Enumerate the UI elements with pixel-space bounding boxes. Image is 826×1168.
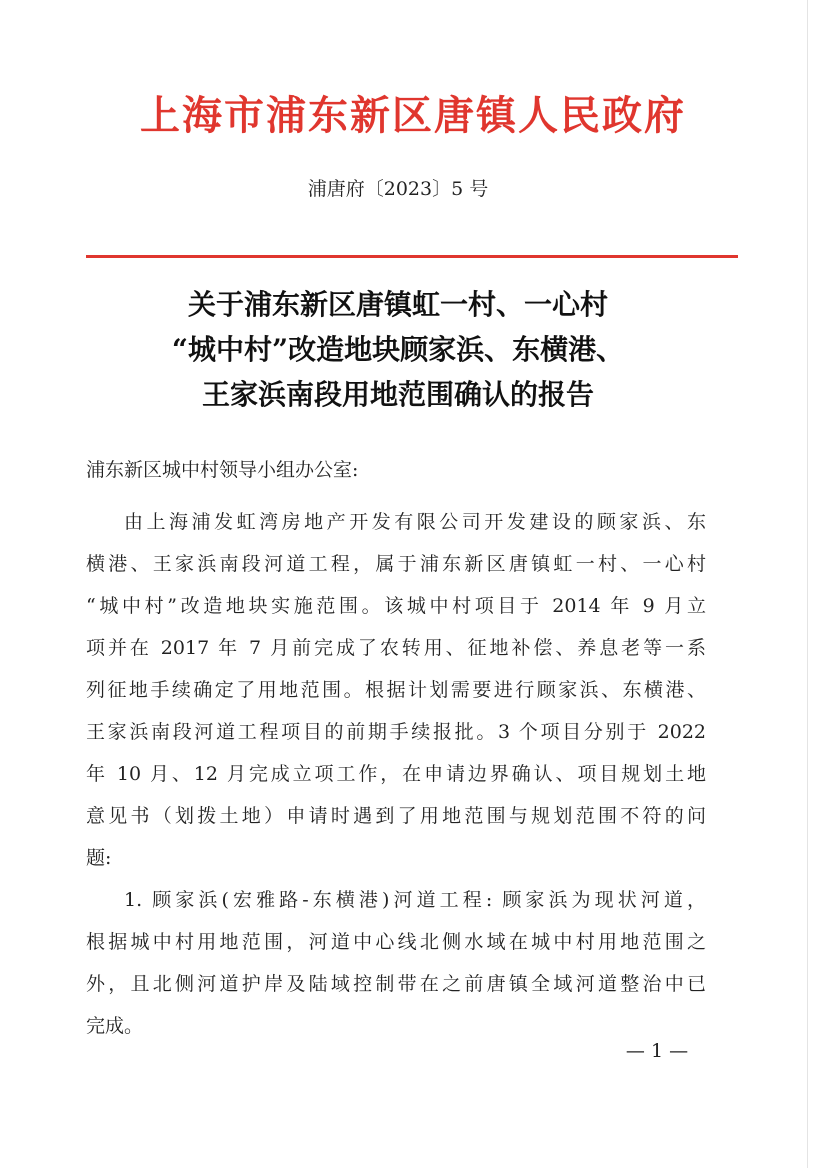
red-header-rule [86, 255, 738, 258]
title-line: “城中村”改造地块顾家浜、东横港、 [171, 333, 625, 366]
title-line: 关于浦东新区唐镇虹一村、一心村 [187, 288, 608, 321]
body-line: “城中村”改造地块实施范围。该城中村项目于 2014 年 9 月立 [86, 595, 706, 617]
body-line: 项并在 2017 年 7 月前完成了农转用、征地补偿、养息老等一系 [86, 637, 706, 659]
body-line: 题: [86, 847, 112, 869]
body-line: 年 10 月、12 月完成立项工作，在申请边界确认、项目规划土地 [86, 763, 706, 785]
salutation: 浦东新区城中村领导小组办公室: [86, 459, 359, 481]
body-line: 横港、王家浜南段河道工程，属于浦东新区唐镇虹一村、一心村 [86, 553, 706, 575]
document-number: 浦唐府〔2023〕5 号 [307, 178, 489, 200]
issuing-authority-header: 上海市浦东新区唐镇人民政府 [140, 92, 686, 139]
body-line: 外，且北侧河道护岸及陆域控制带在之前唐镇全域河道整治中已 [86, 973, 706, 995]
body-line: 完成。 [86, 1015, 144, 1037]
body-line: 根据城中村用地范围，河道中心线北侧水域在城中村用地范围之 [86, 931, 706, 953]
body-line: 由上海浦发虹湾房地产开发有限公司开发建设的顾家浜、东 [124, 511, 706, 533]
page-edge-divider [807, 0, 808, 1168]
document-body [86, 501, 706, 1047]
body-line: 1. 顾家浜(宏雅路-东横港)河道工程: 顾家浜为现状河道， [124, 889, 706, 911]
document-title [0, 282, 796, 417]
title-line: 王家浜南段用地范围确认的报告 [201, 378, 594, 411]
body-line: 王家浜南段河道工程项目的前期手续报批。3 个项目分别于 2022 [86, 721, 706, 743]
body-line: 列征地手续确定了用地范围。根据计划需要进行顾家浜、东横港、 [86, 679, 706, 701]
page-number: — 1 — [625, 1040, 689, 1062]
body-line: 意见书（划拨土地）申请时遇到了用地范围与规划范围不符的问 [86, 805, 706, 827]
